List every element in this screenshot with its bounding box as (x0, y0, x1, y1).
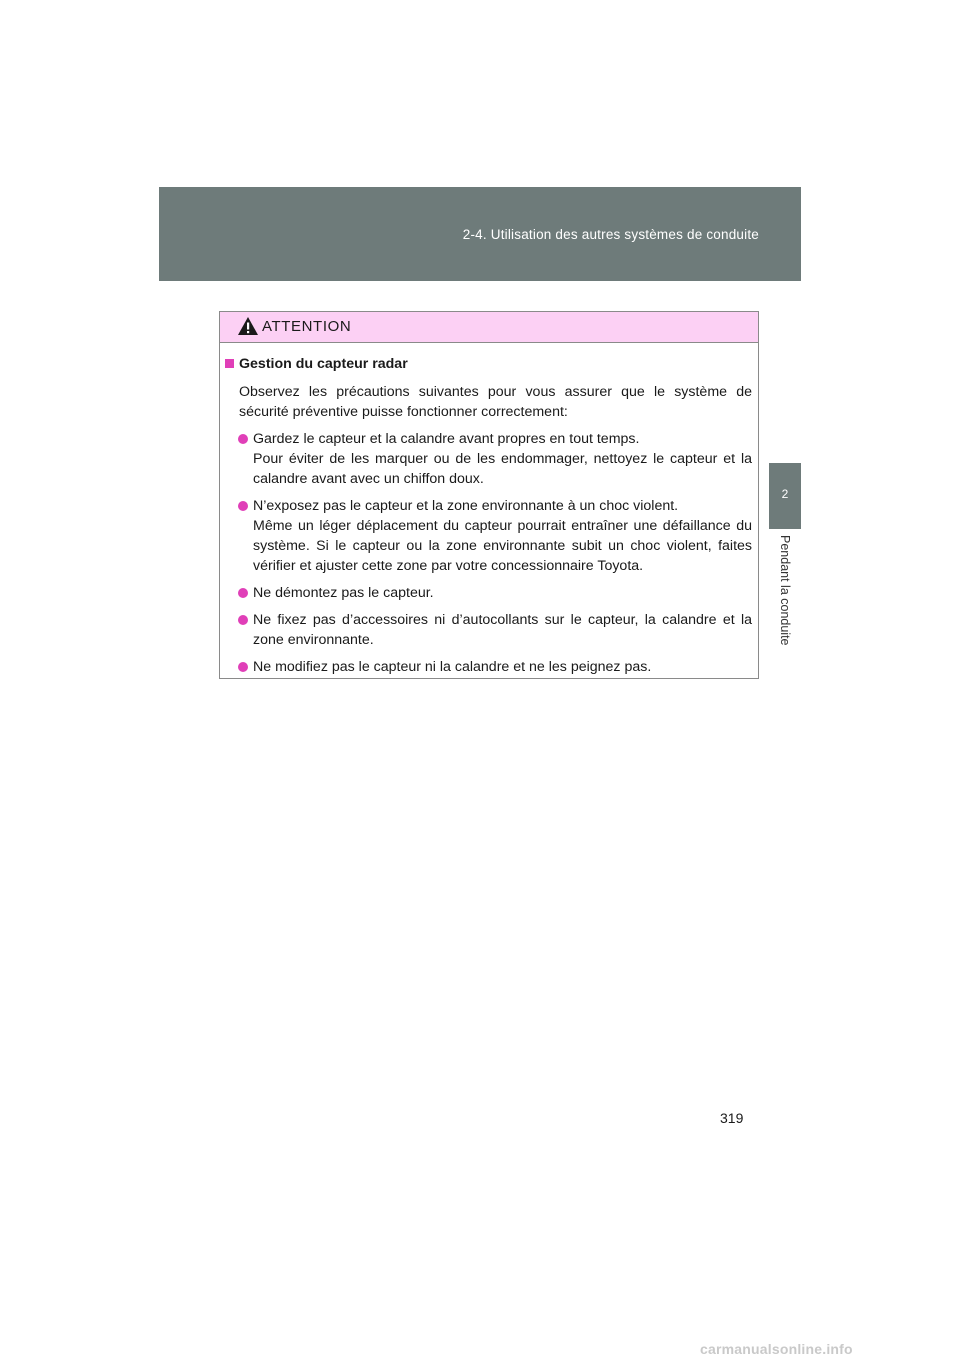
circle-bullet-icon (238, 662, 248, 672)
square-bullet-icon (225, 359, 234, 368)
list-item (224, 583, 752, 603)
list-item (224, 657, 752, 677)
circle-bullet-icon (238, 615, 248, 625)
chapter-tab (769, 463, 801, 529)
page-number: 319 (720, 1110, 744, 1126)
caution-body (220, 343, 758, 677)
circle-bullet-icon (238, 434, 248, 444)
chapter-label: Pendant la conduite (778, 535, 792, 646)
intro-paragraph: Observez les précautions suivantes pour vous assurer que le système de sécurité préventive puisse fonctionner correctement: (239, 384, 752, 420)
bullet-main: Ne démontez pas le capteur. (253, 585, 434, 601)
caution-header (220, 312, 758, 343)
subhead-text: Gestion du capteur radar (239, 356, 408, 372)
list-item (224, 496, 752, 576)
bullet-detail: Même un léger déplacement du capteur pourrait entraîner une défaillance du système. Si le capteur ou la zone environnante subit un choc violent, faites vérifier et ajuster cette zone par votre concessionnaire Toyota. (253, 518, 752, 574)
bullet-main: Gardez le capteur et la calandre avant propres en tout temps. (253, 431, 640, 447)
bullet-main: N’exposez pas le capteur et la zone environnante à un choc violent. (253, 498, 679, 514)
bullet-main: Ne modifiez pas le capteur ni la calandre et ne les peignez pas. (253, 659, 652, 675)
subhead (224, 354, 752, 374)
caution-title: ATTENTION (262, 318, 352, 335)
section-title: 2-4. Utilisation des autres systèmes de conduite (462, 227, 759, 242)
list-item (224, 429, 752, 489)
header-band (159, 187, 801, 281)
chapter-number: 2 (781, 487, 789, 501)
list-item (224, 610, 752, 650)
caution-box (219, 311, 759, 679)
warning-triangle-icon (237, 316, 259, 336)
watermark-link[interactable]: carmanualsonline.info (700, 1341, 853, 1357)
bullet-main: Ne fixez pas d’accessoires ni d’autocollants sur le capteur, la calandre et la zone environnante. (253, 612, 752, 648)
circle-bullet-icon (238, 501, 248, 511)
bullet-detail: Pour éviter de les marquer ou de les endommager, nettoyez le capteur et la calandre avant avec un chiffon doux. (253, 451, 752, 487)
circle-bullet-icon (238, 588, 248, 598)
